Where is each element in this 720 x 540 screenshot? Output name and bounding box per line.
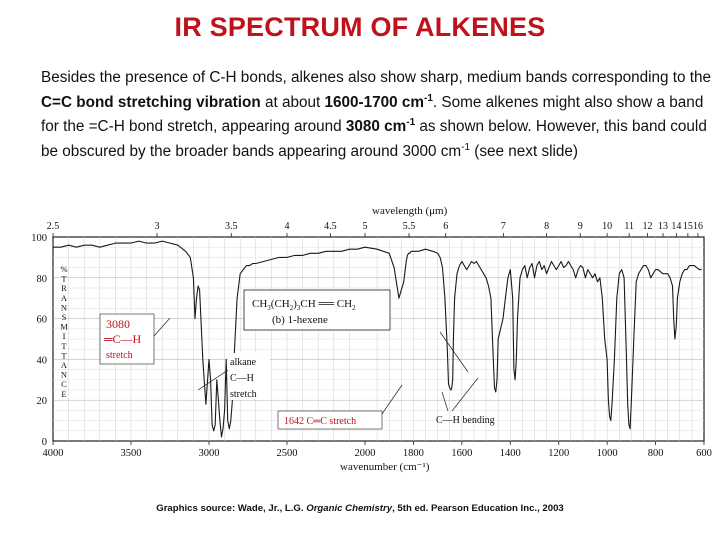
y-tick-label: 40	[36, 355, 47, 367]
annotation-alkane-line3: stretch	[230, 389, 257, 400]
slide-title: IR SPECTRUM OF ALKENES	[174, 12, 546, 42]
para-text-4: as shown below. However, this band could be obscured by the broader bands appearing around 3000 cm	[41, 118, 707, 160]
y-tick-label: 0	[41, 437, 47, 448]
x-tick-label: 2500	[276, 448, 298, 459]
top-tick-label: 12	[642, 221, 653, 232]
top-tick-label: 3.5	[225, 221, 238, 232]
top-tick-label: 8	[544, 221, 550, 232]
annotation-3080-bond: ═C—H	[104, 332, 142, 346]
x-tick-label: 2000	[354, 448, 376, 459]
x-tick-label: 4000	[42, 448, 64, 459]
annotation-alkane-line2: C—H	[230, 373, 254, 384]
compound-formula: $CH_3(CH_2)_3CH$ ══ $CH_2$	[252, 298, 356, 312]
y-axis-label: % T R A N S M I T T A N C E	[60, 264, 68, 399]
para-sup-3: -1	[461, 141, 471, 153]
annotation-1642-label: 1642 C═C stretch	[284, 416, 357, 427]
annotation-3080-type: stretch	[106, 350, 133, 361]
annotation-3080-value: 3080	[106, 317, 130, 331]
para-bold-3: 3080 cm	[345, 118, 407, 136]
x-tick-label: 3500	[120, 448, 142, 459]
para-bold-1: C=C bond stretching vibration	[41, 93, 261, 111]
top-tick-label: 5	[362, 221, 368, 232]
y-tick-label: 60	[36, 314, 47, 326]
top-tick-label: 4	[284, 221, 290, 232]
x-axis-label: wavenumber (cm⁻¹)	[340, 461, 430, 473]
annotation-bending-pointer-3	[440, 332, 468, 372]
annotation-1642-pointer	[382, 385, 402, 414]
para-text-1: Besides the presence of C-H bonds, alkenes also show sharp, medium bands corresponding to the	[41, 69, 712, 86]
source-book-title: Organic Chemistry	[306, 503, 393, 514]
x-tick-label: 600	[696, 448, 712, 459]
top-tick-label: 3	[154, 221, 160, 232]
graphics-source: Graphics source: Wade, Jr., L.G. Organic Chemistry, 5th ed. Pearson Education Inc., 2003	[156, 503, 564, 514]
x-tick-label: 800	[647, 448, 664, 459]
para-text-5: (see next slide)	[470, 142, 579, 160]
top-axis-label: wavelength (μm)	[372, 205, 448, 217]
x-tick-label: 1400	[499, 448, 521, 459]
top-tick-label: 6	[443, 221, 449, 232]
top-tick-label: 2.5	[46, 221, 60, 232]
top-tick-label: 10	[602, 221, 613, 232]
x-tick-label: 3000	[198, 448, 220, 459]
annotation-bending-pointer-1	[442, 392, 448, 411]
top-tick-label: 14	[671, 221, 682, 232]
y-tick-label: 80	[36, 273, 47, 285]
para-text-3: . Some alkenes might also show a band for the =C-H bond stretch, appearing around	[41, 93, 704, 136]
para-sup-2: -1	[406, 117, 416, 129]
top-tick-label: 5.5	[402, 221, 416, 232]
top-tick-label: 13	[658, 221, 669, 232]
top-tick-label: 15	[682, 221, 693, 232]
top-tick-label: 11	[624, 221, 634, 232]
para-bold-2: 1600-1700 cm	[324, 93, 425, 111]
x-tick-label: 1000	[596, 448, 618, 459]
top-tick-label: 4.5	[324, 221, 337, 232]
annotation-alkane-line1: alkane	[230, 357, 257, 368]
x-tick-label: 1200	[548, 448, 570, 459]
top-tick-label: 9	[577, 221, 583, 232]
x-tick-label: 1800	[402, 448, 424, 459]
top-tick-label: 7	[500, 221, 506, 232]
x-tick-label: 1600	[451, 448, 473, 459]
para-text-2: at about	[260, 93, 325, 111]
para-sup-1: -1	[424, 92, 433, 104]
y-tick-label: 20	[36, 396, 47, 408]
compound-name: (b) 1-hexene	[272, 314, 328, 326]
top-tick-label: 16	[692, 221, 703, 232]
y-tick-label: 100	[31, 233, 47, 244]
annotation-bending-label: C—H bending	[436, 415, 495, 426]
